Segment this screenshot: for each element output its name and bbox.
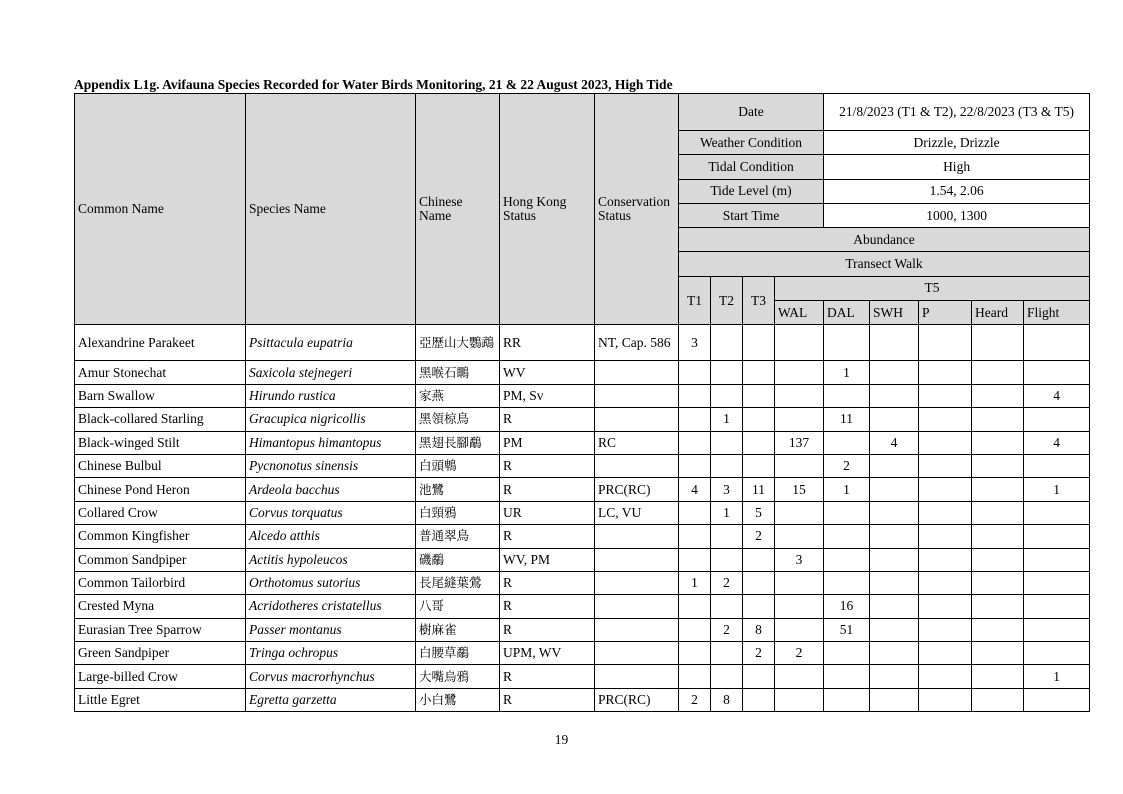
species-name-cell: Psittacula eupatria <box>246 325 416 361</box>
count-cell-t3 <box>743 665 775 688</box>
conservation-status-cell <box>595 548 679 571</box>
count-cell-t5-p <box>919 361 972 384</box>
count-cell-t3 <box>743 361 775 384</box>
count-cell-t5-flight: 4 <box>1024 384 1090 407</box>
count-cell-t5-wal <box>775 325 824 361</box>
hk-status-cell: R <box>500 454 595 477</box>
count-cell-t5-p <box>919 595 972 618</box>
count-cell-t5-swh <box>870 642 919 665</box>
header-weather-value: Drizzle, Drizzle <box>824 131 1090 155</box>
count-cell-t2 <box>711 454 743 477</box>
count-cell-t5-dal: 51 <box>824 618 870 641</box>
count-cell-t5-swh <box>870 618 919 641</box>
hk-status-cell: UR <box>500 501 595 524</box>
header-weather-label: Weather Condition <box>679 131 824 155</box>
count-cell-t5-heard <box>972 431 1024 454</box>
table-body <box>75 325 1090 712</box>
count-cell-t5-heard <box>972 595 1024 618</box>
count-cell-t5-flight <box>1024 501 1090 524</box>
count-cell-t5-swh <box>870 454 919 477</box>
hk-status-cell: R <box>500 525 595 548</box>
species-name-cell: Egretta garzetta <box>246 688 416 711</box>
count-cell-t5-p <box>919 501 972 524</box>
count-cell-t5-wal <box>775 361 824 384</box>
count-cell-t5-swh <box>870 478 919 501</box>
header-t2: T2 <box>711 276 743 325</box>
header-t1: T1 <box>679 276 711 325</box>
conservation-status-cell <box>595 408 679 431</box>
conservation-status-cell <box>595 571 679 594</box>
table-row <box>75 408 1090 431</box>
count-cell-t5-flight <box>1024 454 1090 477</box>
count-cell-t2: 3 <box>711 478 743 501</box>
count-cell-t5-p <box>919 431 972 454</box>
count-cell-t1: 1 <box>679 571 711 594</box>
count-cell-t1 <box>679 642 711 665</box>
species-name-cell: Gracupica nigricollis <box>246 408 416 431</box>
common-name-cell: Chinese Pond Heron <box>75 478 246 501</box>
count-cell-t3: 2 <box>743 525 775 548</box>
count-cell-t5-p <box>919 618 972 641</box>
count-cell-t5-p <box>919 325 972 361</box>
count-cell-t3: 2 <box>743 642 775 665</box>
count-cell-t5-p <box>919 642 972 665</box>
count-cell-t5-dal: 1 <box>824 361 870 384</box>
count-cell-t2: 1 <box>711 408 743 431</box>
count-cell-t5-wal: 2 <box>775 642 824 665</box>
header-date-value: 21/8/2023 (T1 & T2), 22/8/2023 (T3 & T5) <box>824 94 1090 131</box>
table-row <box>75 384 1090 407</box>
header-start-time-value: 1000, 1300 <box>824 203 1090 227</box>
hk-status-cell: R <box>500 665 595 688</box>
common-name-cell: Chinese Bulbul <box>75 454 246 477</box>
table-row <box>75 454 1090 477</box>
count-cell-t3 <box>743 688 775 711</box>
table-row <box>75 525 1090 548</box>
count-cell-t5-dal: 1 <box>824 478 870 501</box>
count-cell-t5-swh <box>870 325 919 361</box>
count-cell-t3: 11 <box>743 478 775 501</box>
count-cell-t5-wal <box>775 384 824 407</box>
header-tidal-label: Tidal Condition <box>679 155 824 179</box>
hk-status-cell: R <box>500 478 595 501</box>
count-cell-t2 <box>711 548 743 571</box>
conservation-status-cell: LC, VU <box>595 501 679 524</box>
common-name-cell: Large-billed Crow <box>75 665 246 688</box>
species-name-cell: Pycnonotus sinensis <box>246 454 416 477</box>
header-t5-swh: SWH <box>870 301 919 325</box>
count-cell-t5-flight <box>1024 325 1090 361</box>
count-cell-t5-dal <box>824 642 870 665</box>
header-chinese-name: Chinese Name <box>416 94 500 325</box>
count-cell-t5-swh: 4 <box>870 431 919 454</box>
conservation-status-cell <box>595 618 679 641</box>
count-cell-t5-flight <box>1024 408 1090 431</box>
count-cell-t5-flight <box>1024 571 1090 594</box>
conservation-status-cell <box>595 525 679 548</box>
count-cell-t5-dal <box>824 571 870 594</box>
count-cell-t5-swh <box>870 501 919 524</box>
chinese-name-cell: 樹麻雀 <box>416 618 500 641</box>
header-t5-p: P <box>919 301 972 325</box>
count-cell-t5-dal <box>824 325 870 361</box>
count-cell-t5-p <box>919 665 972 688</box>
count-cell-t1 <box>679 361 711 384</box>
count-cell-t1 <box>679 454 711 477</box>
chinese-name-cell: 家燕 <box>416 384 500 407</box>
species-name-cell: Corvus torquatus <box>246 501 416 524</box>
species-name-cell: Actitis hypoleucos <box>246 548 416 571</box>
chinese-name-cell: 長尾縫葉鶯 <box>416 571 500 594</box>
common-name-cell: Green Sandpiper <box>75 642 246 665</box>
hk-status-cell: R <box>500 618 595 641</box>
count-cell-t5-p <box>919 384 972 407</box>
count-cell-t5-dal <box>824 525 870 548</box>
common-name-cell: Black-collared Starling <box>75 408 246 431</box>
hk-status-cell: PM, Sv <box>500 384 595 407</box>
common-name-cell: Little Egret <box>75 688 246 711</box>
header-t3: T3 <box>743 276 775 325</box>
species-name-cell: Himantopus himantopus <box>246 431 416 454</box>
count-cell-t5-dal: 11 <box>824 408 870 431</box>
count-cell-t5-flight <box>1024 525 1090 548</box>
count-cell-t1 <box>679 665 711 688</box>
species-name-cell: Orthotomus sutorius <box>246 571 416 594</box>
chinese-name-cell: 黑喉石䳭 <box>416 361 500 384</box>
header-hk-status: Hong Kong Status <box>500 94 595 325</box>
chinese-name-cell: 八哥 <box>416 595 500 618</box>
table-row <box>75 548 1090 571</box>
species-table <box>74 93 1090 712</box>
conservation-status-cell: PRC(RC) <box>595 478 679 501</box>
count-cell-t5-wal <box>775 665 824 688</box>
count-cell-t5-heard <box>972 361 1024 384</box>
count-cell-t2 <box>711 325 743 361</box>
table-row <box>75 431 1090 454</box>
count-cell-t5-swh <box>870 665 919 688</box>
header-abundance: Abundance <box>679 228 1090 252</box>
chinese-name-cell: 普通翠鳥 <box>416 525 500 548</box>
species-name-cell: Tringa ochropus <box>246 642 416 665</box>
count-cell-t5-heard <box>972 408 1024 431</box>
count-cell-t3: 8 <box>743 618 775 641</box>
count-cell-t5-dal <box>824 431 870 454</box>
header-transect-walk: Transect Walk <box>679 252 1090 276</box>
count-cell-t5-p <box>919 454 972 477</box>
common-name-cell: Eurasian Tree Sparrow <box>75 618 246 641</box>
count-cell-t1 <box>679 525 711 548</box>
species-name-cell: Hirundo rustica <box>246 384 416 407</box>
page-number: 19 <box>554 732 569 747</box>
count-cell-t5-dal <box>824 501 870 524</box>
table-row <box>75 325 1090 361</box>
conservation-status-cell <box>595 595 679 618</box>
conservation-status-cell <box>595 384 679 407</box>
header-common-name: Common Name <box>75 94 246 325</box>
count-cell-t5-dal <box>824 665 870 688</box>
header-start-time-label: Start Time <box>679 203 824 227</box>
conservation-status-cell <box>595 665 679 688</box>
count-cell-t5-swh <box>870 595 919 618</box>
count-cell-t5-heard <box>972 548 1024 571</box>
count-cell-t5-dal <box>824 688 870 711</box>
count-cell-t2 <box>711 361 743 384</box>
table-header <box>75 94 1090 325</box>
count-cell-t5-p <box>919 688 972 711</box>
count-cell-t5-wal <box>775 688 824 711</box>
table-row <box>75 618 1090 641</box>
chinese-name-cell: 白頭鵯 <box>416 454 500 477</box>
count-cell-t5-p <box>919 408 972 431</box>
common-name-cell: Common Sandpiper <box>75 548 246 571</box>
count-cell-t5-heard <box>972 454 1024 477</box>
table-row <box>75 361 1090 384</box>
header-t5-heard: Heard <box>972 301 1024 325</box>
count-cell-t1 <box>679 431 711 454</box>
header-species-name: Species Name <box>246 94 416 325</box>
count-cell-t3 <box>743 431 775 454</box>
species-name-cell: Passer montanus <box>246 618 416 641</box>
table-row <box>75 642 1090 665</box>
chinese-name-cell: 亞歷山大鸚鵡 <box>416 325 500 361</box>
chinese-name-cell: 小白鷺 <box>416 688 500 711</box>
hk-status-cell: PM <box>500 431 595 454</box>
count-cell-t1 <box>679 548 711 571</box>
count-cell-t5-wal <box>775 501 824 524</box>
conservation-status-cell <box>595 642 679 665</box>
count-cell-t5-wal <box>775 525 824 548</box>
count-cell-t5-wal <box>775 454 824 477</box>
common-name-cell: Common Kingfisher <box>75 525 246 548</box>
count-cell-t5-flight <box>1024 548 1090 571</box>
count-cell-t5-p <box>919 571 972 594</box>
count-cell-t5-swh <box>870 525 919 548</box>
hk-status-cell: R <box>500 688 595 711</box>
count-cell-t5-dal: 16 <box>824 595 870 618</box>
count-cell-t2 <box>711 642 743 665</box>
count-cell-t5-dal: 2 <box>824 454 870 477</box>
header-t5-dal: DAL <box>824 301 870 325</box>
header-t5-wal: WAL <box>775 301 824 325</box>
count-cell-t5-heard <box>972 525 1024 548</box>
count-cell-t5-flight <box>1024 361 1090 384</box>
table-row <box>75 688 1090 711</box>
species-name-cell: Acridotheres cristatellus <box>246 595 416 618</box>
count-cell-t3 <box>743 595 775 618</box>
table-row <box>75 501 1090 524</box>
table-row <box>75 665 1090 688</box>
hk-status-cell: R <box>500 408 595 431</box>
species-name-cell: Saxicola stejnegeri <box>246 361 416 384</box>
count-cell-t3 <box>743 548 775 571</box>
count-cell-t5-wal <box>775 595 824 618</box>
count-cell-t5-heard <box>972 571 1024 594</box>
header-tide-level-value: 1.54, 2.06 <box>824 179 1090 203</box>
count-cell-t5-flight: 1 <box>1024 665 1090 688</box>
conservation-status-cell: RC <box>595 431 679 454</box>
count-cell-t1 <box>679 595 711 618</box>
species-name-cell: Ardeola bacchus <box>246 478 416 501</box>
count-cell-t1 <box>679 501 711 524</box>
count-cell-t5-heard <box>972 688 1024 711</box>
count-cell-t5-swh <box>870 688 919 711</box>
hk-status-cell: RR <box>500 325 595 361</box>
count-cell-t5-p <box>919 525 972 548</box>
count-cell-t5-heard <box>972 384 1024 407</box>
hk-status-cell: WV, PM <box>500 548 595 571</box>
common-name-cell: Crested Myna <box>75 595 246 618</box>
chinese-name-cell: 黑翅長腳鷸 <box>416 431 500 454</box>
count-cell-t3 <box>743 384 775 407</box>
species-name-cell: Alcedo atthis <box>246 525 416 548</box>
count-cell-t5-wal: 137 <box>775 431 824 454</box>
hk-status-cell: WV <box>500 361 595 384</box>
common-name-cell: Alexandrine Parakeet <box>75 325 246 361</box>
count-cell-t5-p <box>919 478 972 501</box>
hk-status-cell: UPM, WV <box>500 642 595 665</box>
chinese-name-cell: 白腰草鷸 <box>416 642 500 665</box>
common-name-cell: Common Tailorbird <box>75 571 246 594</box>
count-cell-t5-swh <box>870 548 919 571</box>
count-cell-t5-wal <box>775 408 824 431</box>
count-cell-t5-swh <box>870 361 919 384</box>
header-date-label: Date <box>679 94 824 131</box>
common-name-cell: Amur Stonechat <box>75 361 246 384</box>
document-title: Appendix L1g. Avifauna Species Recorded for Water Birds Monitoring, 21 & 22 August 2023, High Tide <box>74 77 673 92</box>
hk-status-cell: R <box>500 595 595 618</box>
common-name-cell: Collared Crow <box>75 501 246 524</box>
count-cell-t5-wal: 15 <box>775 478 824 501</box>
count-cell-t5-heard <box>972 478 1024 501</box>
count-cell-t2 <box>711 384 743 407</box>
count-cell-t3 <box>743 325 775 361</box>
count-cell-t1: 3 <box>679 325 711 361</box>
conservation-status-cell <box>595 454 679 477</box>
chinese-name-cell: 磯鷸 <box>416 548 500 571</box>
count-cell-t2 <box>711 525 743 548</box>
count-cell-t5-flight <box>1024 642 1090 665</box>
count-cell-t2: 2 <box>711 571 743 594</box>
count-cell-t5-wal: 3 <box>775 548 824 571</box>
header-t5-flight: Flight <box>1024 301 1090 325</box>
chinese-name-cell: 黑領椋鳥 <box>416 408 500 431</box>
table-row <box>75 571 1090 594</box>
table-row <box>75 478 1090 501</box>
count-cell-t2 <box>711 431 743 454</box>
count-cell-t5-wal <box>775 571 824 594</box>
count-cell-t2: 2 <box>711 618 743 641</box>
count-cell-t1: 2 <box>679 688 711 711</box>
conservation-status-cell: PRC(RC) <box>595 688 679 711</box>
count-cell-t5-dal <box>824 548 870 571</box>
count-cell-t5-swh <box>870 384 919 407</box>
count-cell-t5-wal <box>775 618 824 641</box>
count-cell-t1: 4 <box>679 478 711 501</box>
count-cell-t5-flight <box>1024 688 1090 711</box>
count-cell-t1 <box>679 618 711 641</box>
conservation-status-cell <box>595 361 679 384</box>
count-cell-t5-dal <box>824 384 870 407</box>
count-cell-t5-swh <box>870 571 919 594</box>
count-cell-t5-flight <box>1024 618 1090 641</box>
count-cell-t5-flight: 4 <box>1024 431 1090 454</box>
species-name-cell: Corvus macrorhynchus <box>246 665 416 688</box>
conservation-status-cell: NT, Cap. 586 <box>595 325 679 361</box>
chinese-name-cell: 池鷺 <box>416 478 500 501</box>
count-cell-t5-p <box>919 548 972 571</box>
header-tide-level-label: Tide Level (m) <box>679 179 824 203</box>
count-cell-t3: 5 <box>743 501 775 524</box>
header-t5: T5 <box>775 276 1090 300</box>
header-tidal-value: High <box>824 155 1090 179</box>
common-name-cell: Black-winged Stilt <box>75 431 246 454</box>
count-cell-t5-swh <box>870 408 919 431</box>
header-conservation-status: Conservation Status <box>595 94 679 325</box>
count-cell-t5-flight: 1 <box>1024 478 1090 501</box>
count-cell-t3 <box>743 454 775 477</box>
chinese-name-cell: 白頸鴉 <box>416 501 500 524</box>
count-cell-t5-heard <box>972 618 1024 641</box>
count-cell-t2: 8 <box>711 688 743 711</box>
count-cell-t5-heard <box>972 665 1024 688</box>
count-cell-t5-flight <box>1024 595 1090 618</box>
count-cell-t3 <box>743 571 775 594</box>
count-cell-t1 <box>679 384 711 407</box>
common-name-cell: Barn Swallow <box>75 384 246 407</box>
count-cell-t1 <box>679 408 711 431</box>
count-cell-t2 <box>711 665 743 688</box>
count-cell-t5-heard <box>972 642 1024 665</box>
chinese-name-cell: 大嘴烏鴉 <box>416 665 500 688</box>
hk-status-cell: R <box>500 571 595 594</box>
species-table-container <box>74 93 1089 712</box>
table-row <box>75 595 1090 618</box>
count-cell-t5-heard <box>972 325 1024 361</box>
count-cell-t2 <box>711 595 743 618</box>
count-cell-t5-heard <box>972 501 1024 524</box>
count-cell-t3 <box>743 408 775 431</box>
count-cell-t2: 1 <box>711 501 743 524</box>
